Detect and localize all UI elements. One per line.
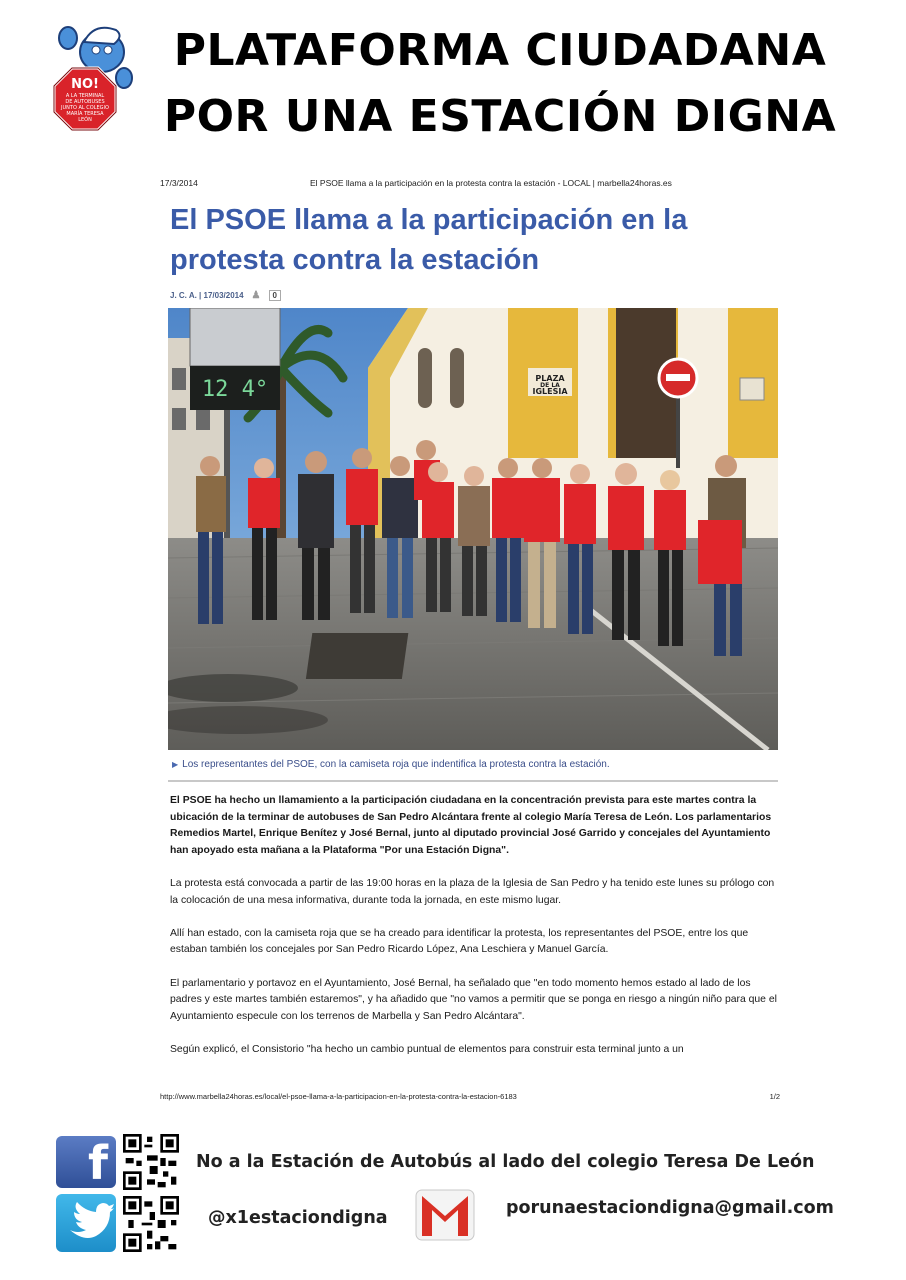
- article-paragraph: El PSOE ha hecho un llamamiento a la participación ciudadana en la concentración prevista para este martes contra la ubicación de la terminar de autobuses de San Pedro Alcántara frente al colegio María Teresa de León. Los parlamentarios Remedios Martel, Enrique Benítez y José Bernal, junto al diputado provincial José Garrido y concejales del Ayuntamiento han apoyado esta mañana a la Plataforma "Por una Estación Digna".: [170, 795, 772, 856]
- print-date: 17/3/2014: [160, 178, 198, 188]
- news-clipping: [158, 170, 782, 1110]
- page-title: [150, 18, 850, 150]
- article-byline: [170, 290, 281, 301]
- article-paragraph: Según explicó, el Consistorio "ha hecho un cambio puntual de elementos para construir esta terminal junto a un: [170, 1043, 684, 1055]
- user-icon: ♟: [251, 290, 261, 301]
- byline-text: J. C. A. | 17/03/2014: [170, 291, 244, 300]
- article-headline: El PSOE llama a la participación en la protesta contra la estación: [170, 204, 688, 276]
- article-photo: [168, 308, 778, 750]
- article-body: [170, 793, 778, 1075]
- print-source-line: El PSOE llama a la participación en la protesta contra la estación - LOCAL | marbella24horas.es: [310, 178, 672, 188]
- no-stop-sign-logo-icon: [44, 22, 136, 132]
- article-paragraph: El parlamentario y portavoz en el Ayuntamiento, José Bernal, ha señalado que "en todo momento hemos estado al lado de los padres y este martes también estaremos", y ha añadido que "no vamos a permitir que se ponga en riesgo a ningún niño para que el Ayuntamiento especule con los terrenos de Marbella y San Pedro Alcántara".: [170, 977, 777, 1022]
- svg-text:PLAZA: PLAZA: [535, 374, 565, 383]
- title-line-2: POR UNA ESTACIÓN DIGNA: [163, 91, 837, 142]
- gmail-icon[interactable]: [414, 1184, 476, 1246]
- twitter-icon[interactable]: [56, 1194, 116, 1252]
- page-footer: [0, 1130, 906, 1280]
- group-photo-illustration: [168, 308, 778, 750]
- page-number: 1/2: [769, 1092, 780, 1101]
- clock-display: 12 4°: [201, 377, 269, 402]
- page-header: [0, 0, 906, 150]
- article-url: http://www.marbella24horas.es/local/el-psoe-llama-a-la-participacion-en-la-protesta-contra-la-estacion-6183: [160, 1092, 517, 1101]
- footer-slogan: No a la Estación de Autobús al lado del colegio Teresa De León: [196, 1152, 815, 1172]
- caption-arrow-icon: ▶: [172, 760, 179, 769]
- facebook-icon[interactable]: f: [56, 1136, 116, 1188]
- twitter-handle[interactable]: @x1estaciondigna: [208, 1208, 388, 1228]
- svg-text:DE AUTOBUSES: DE AUTOBUSES: [65, 99, 105, 105]
- svg-text:JUNTO AL COLEGIO: JUNTO AL COLEGIO: [61, 105, 109, 111]
- svg-text:DE LA: DE LA: [540, 382, 560, 389]
- comment-count: 0: [269, 290, 281, 301]
- qr-code-icon[interactable]: [123, 1196, 179, 1252]
- svg-text:IGLESIA: IGLESIA: [532, 387, 568, 396]
- logo-no-text: NO!: [71, 77, 99, 92]
- svg-text:MARÍA TERESA: MARÍA TERESA: [66, 111, 104, 117]
- contact-email[interactable]: porunaestaciondigna@gmail.com: [506, 1198, 834, 1218]
- photo-caption: ▶ Los representantes del PSOE, con la camiseta roja que indentifica la protesta contra la estación.: [172, 759, 610, 770]
- qr-code-icon[interactable]: [123, 1134, 179, 1190]
- article-paragraph: Allí han estado, con la camiseta roja que se ha creado para identificar la protesta, los representantes del PSOE, entre los que estaban también los concejales por San Pedro Ricardo López, Ana Leschiera y Manuel García.: [170, 927, 749, 956]
- title-line-1: PLATAFORMA CIUDADANA: [173, 25, 827, 76]
- svg-text:LEÓN: LEÓN: [78, 117, 92, 123]
- caption-divider: [168, 780, 778, 782]
- article-paragraph: La protesta está convocada a partir de las 19:00 horas en la plaza de la Iglesia de San Pedro y ha tenido este lunes su prólogo con la colocación de una mesa informativa, durante toda la jornada, en este mismo lugar.: [170, 877, 775, 906]
- svg-text:A LA TERMINAL: A LA TERMINAL: [65, 93, 105, 99]
